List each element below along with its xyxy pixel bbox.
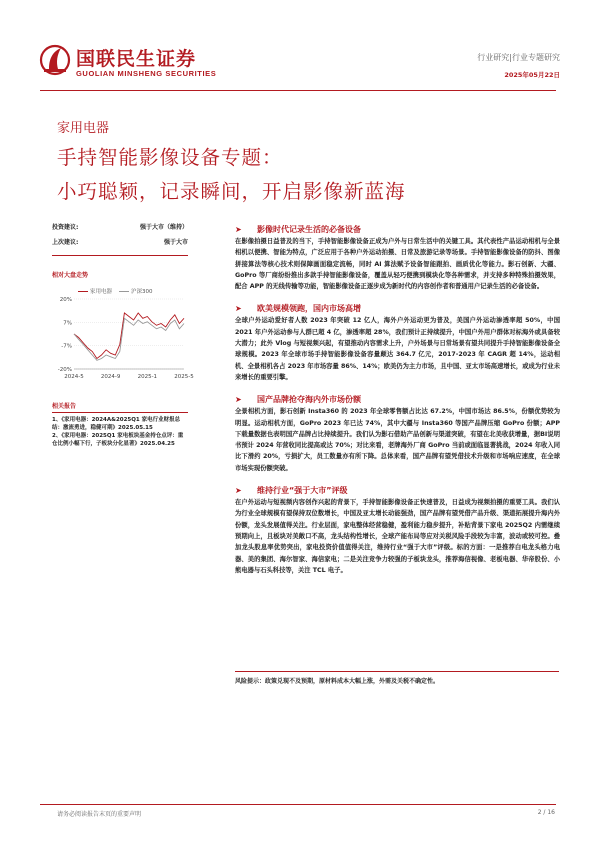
related-reports-heading: 相关报告: [52, 403, 77, 410]
legend-swatch-series-1: [78, 291, 88, 293]
main-content: [235, 222, 560, 576]
rating-label: 投资建议:: [52, 224, 79, 231]
section-paragraph: 全球户外运动爱好者人数 2023 年突破 12 亿人，海外户外运动更为普及，美国户外运动渗透率超 50%，中国 2021 年户外运动参与人群已超 4 亿，渗透率超 28%，我们预计正持续提升，中国户外用户群体对标海外或具备较大潜力；此外 Vlog 与短视频兴起，有望推动内容需求上升，户外场景与日常场景有望共同提升手持智能影像设备全球规模。2023 年全球市场手持智能影像设备容量颠达 364.7 亿元，2017-2023 年 CAGR 超 14%，运动相机、全景相机各占 2023 年市场容量 86%、14%；欧美仍为主力市场，且中国、亚太市场高速增长，或成为行业未来增长的重要引擎。: [235, 317, 561, 381]
section-title-text: 影像时代记录生活的必备设备: [257, 225, 361, 234]
related-reports-divider: [52, 412, 188, 413]
prev-rating-row: [52, 237, 188, 252]
section-paragraph: 在户外运动与短视频内容创作兴起的背景下，手持智能影像设备正快速普及，日益成为视频拍摄的重要工具。我们认为行业全球规模有望保持双位数增长，中国及亚太增长动能强劲，国产品牌有望凭借产品升级、渠道拓展提升海内外份额，龙头发展值得关注。行业层面，家电整体经营稳健，盈利能力稳步提升，补贴背景下家电 2025Q2 内需继续预期向上，且板块对美敞口不高，龙头结构性增长，全球产能布局等应对关税风险手段较为丰富，波动或较可控。叠加龙头股息率优势突出，家电投资价值值得关注，维持行业“强于大市”评级。标的方面：一是推荐白电龙头格力电器、美的集团、海尔智家、海信家电；二是关注竞争力较强的子板块龙头，推荐海信视像、老板电器、华帝股份、小熊电器与石头科技等，关注 TCL 电子。: [235, 499, 560, 574]
y-tick-label: -20%: [57, 367, 72, 373]
related-report-item[interactable]: 1、《家用电器：2024A&2025Q1 家电行业财报总结：激流勇进，稳健可期》2025.05.15: [52, 417, 181, 431]
report-header: [40, 42, 560, 90]
legend-label-series-1: 家用电器: [90, 289, 113, 295]
arrow-icon: ➤: [235, 225, 242, 234]
section-paragraph: 在影像拍摄日益普及的当下，手持智能影像设备正成为户外与日常生活中的关键工具。其代表性产品运动相机与全景相机以便携、智能为特点，广泛应用于各种户外运动拍摄、日常及旅游记录等场景。手持智能影像设备的防抖、图像拼接算法等核心技术则保障画面稳定流畅，同时 AI 算法赋予设备智能跟拍、画质优化等能力。影石创新、大疆、GoPro 等厂商纷纷推出多款手持智能影像设备，覆盖从轻巧便携到模块化等各种需求，并支持多种特殊拍摄效果，配合 APP 的无线传输等功能，智能影像设备正逐步成为新时代的内容创作者和普通用户记录生活的必备设备。: [235, 238, 560, 291]
left-sidebar: [52, 222, 194, 448]
prev-rating-value: 强于大市: [163, 239, 188, 246]
x-tick-label: 2025-1: [137, 374, 158, 380]
arrow-icon: ➤: [235, 486, 242, 496]
header-divider: [40, 90, 556, 91]
y-tick-label: -7%: [61, 343, 72, 350]
x-tick-label: 2024-5: [64, 374, 84, 380]
chart-svg: [52, 285, 194, 385]
chart-legend: [78, 287, 153, 295]
section-title: [235, 394, 560, 406]
footer-disclaimer: 请务必阅读报告末页的重要声明: [57, 811, 142, 818]
section-paragraph: 全景相机方面，影石创新 Insta360 的 2023 年全球零售额占比达 67.2%，中国市场达 86.5%，份额优势较为明显。运动相机方面，GoPro 2023 年已达 74%，其中大疆与 Insta360 等国产品牌压缩 GoPro 份额；APP 下载量数据也表明国产品牌占比持续提升。我们认为影石借助产品创新与渠道突破，有望在北美收获增量，据BI说明书预计 2024 年营收同比提高或达 70%；对比来看，老牌海外厂商 GoPro 当前或面临显著挑战，2024 年收入同比下滑约 20%，亏损扩大，员工数量亦有所下降。总体来看，国产品牌有望凭借技术升级和市场响应速度，在全球市场实现份额突破。: [235, 408, 560, 472]
legend-label-series-2: 沪深300: [131, 289, 153, 295]
y-tick-label: 20%: [59, 297, 72, 303]
rating-value: 强于大市（维持）: [139, 224, 188, 231]
title-line-2: 小巧聪颖，记录瞬间，开启影像新蓝海: [57, 180, 406, 203]
related-report-item[interactable]: 2、《家用电器：2025Q1 家电板块基金持仓点评：重仓比例小幅下行，子板块分化显著》2025.04.25: [52, 433, 184, 447]
risk-warning: 风险提示：政策兑现不及预期，原材料成本大幅上涨，外需及关税不确定性。: [235, 678, 440, 685]
section-title: [235, 303, 560, 315]
section-title-text: 国产品牌抢夺海内外市场份额: [257, 395, 361, 405]
logo-english-name: GUOLIAN MINSHENG SECURITIES: [76, 69, 217, 78]
title-line-1: 手持智能影像设备专题：: [57, 146, 283, 169]
legend-swatch-series-2: [119, 291, 129, 293]
relative-performance-chart: [52, 285, 194, 385]
sidebar-divider: [52, 255, 188, 256]
report-date: 2025年05月22日: [504, 71, 560, 79]
section-title-text: 欧美规模领跑，国内市场高增: [257, 304, 361, 314]
section-title: [235, 485, 560, 497]
x-tick-label: 2024-9: [100, 374, 121, 380]
prev-rating-label: 上次建议:: [52, 239, 79, 246]
arrow-icon: ➤: [235, 304, 242, 314]
series-line-1: [74, 313, 184, 359]
rating-row: [52, 222, 188, 237]
logo-chinese-name: 国联民生证券: [76, 48, 197, 70]
section-title: [235, 224, 560, 236]
page-number: 2 / 16: [537, 809, 555, 816]
footer-divider: [40, 804, 556, 805]
arrow-icon: ➤: [235, 395, 242, 405]
chart-heading: 相对大盘走势: [52, 272, 89, 279]
risk-divider: [235, 671, 559, 672]
industry-label: 家用电器: [57, 121, 110, 136]
company-logo-icon: [40, 42, 70, 78]
y-tick-label: 7%: [63, 320, 72, 327]
x-tick-label: 2025-5: [174, 374, 194, 380]
report-type: 行业研究|行业专题研究: [477, 53, 560, 62]
section-title-text: 维持行业“强于大市”评级: [257, 486, 348, 496]
